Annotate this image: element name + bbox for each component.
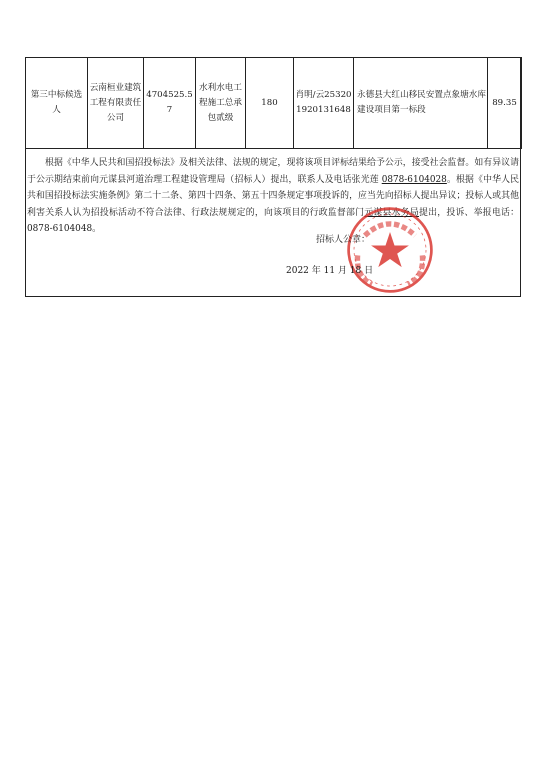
- notice-text-3: 提出，投诉、举报电话：0878-6104048。: [27, 207, 520, 234]
- duration-cell: 180: [246, 58, 294, 149]
- table-row: [26, 58, 522, 149]
- signature-label: 招标人公章：: [316, 235, 371, 245]
- notice-paragraph: [27, 155, 519, 238]
- supervision-department: 元谋县水务局: [364, 207, 419, 218]
- company-cell: 云南桓业建筑工程有限责任公司: [88, 58, 144, 149]
- notice-text-2: 。根据《中华人民共和国招投标法实施条例》第二十二条、第四十四条、第五十四条规定事项投诉的，应当先向招标人提出异议；投标人或其他利害关系人认为招投标活动不符合法律、行政法规规定的，向该项目的行政监督部门: [27, 174, 519, 218]
- notice-date: 2022 年 11 月 18 日: [286, 266, 374, 276]
- project-name-cell: 永德县大红山移民安置点象塘水库建设项目第一标段: [354, 58, 488, 149]
- score-cell: 89.35: [488, 58, 522, 149]
- notice-text-1: 根据《中华人民共和国招投标法》及相关法律、法规的规定，现将该项目评标结果给予公示，接受社会监督。如有异议请于公示期结束前向元谋县河道治理工程建设管理局（招标人）提出，联系人及电话张光莲: [27, 158, 519, 185]
- project-manager-cell: 肖明/云253201920131648: [294, 58, 354, 149]
- contact-phone: 0878-6104028: [381, 174, 447, 185]
- bid-price-cell: 4704525.57: [144, 58, 196, 149]
- qualification-cell: 水利水电工程施工总承包贰级: [196, 58, 246, 149]
- candidate-rank-cell: 第三中标候选人: [26, 58, 88, 149]
- bid-results-table: [25, 57, 522, 149]
- official-seal-stamp: [345, 205, 435, 295]
